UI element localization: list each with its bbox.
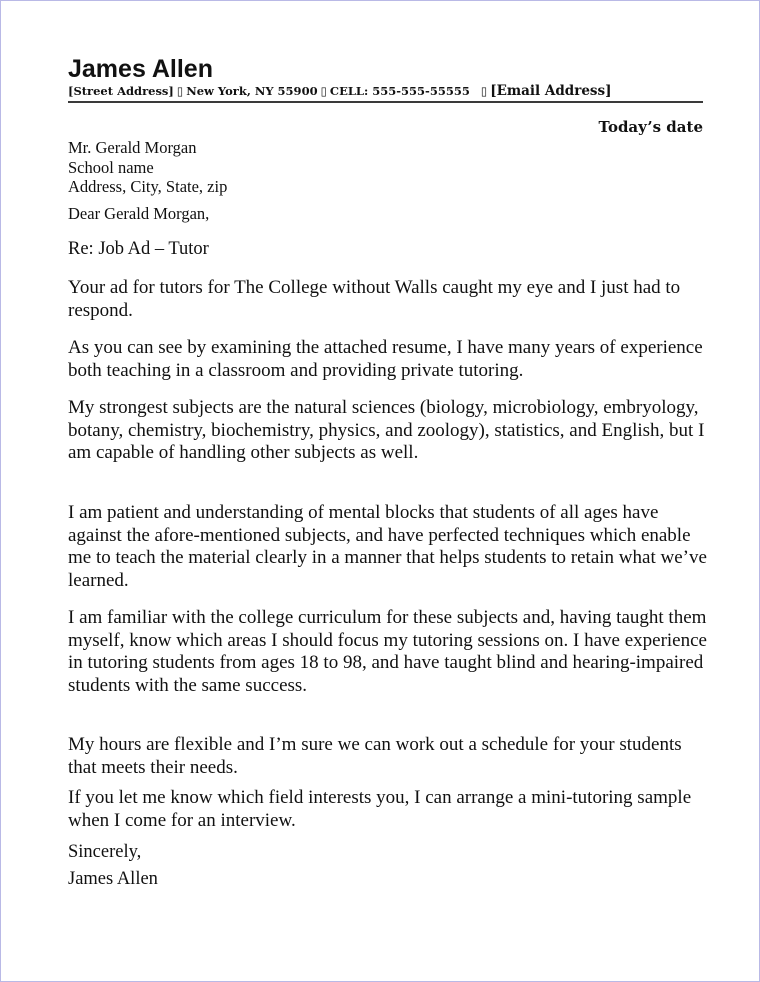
paragraph: If you let me know which field interests you, I can arrange a mini-tutoring sample when I come for an interview. — [68, 787, 692, 831]
separator-icon: ▯ — [320, 84, 327, 98]
letter-date: Today’s date — [598, 118, 703, 136]
recipient-name: Mr. Gerald Morgan — [68, 138, 197, 157]
street-address: [Street Address] — [68, 84, 174, 98]
paragraph: My hours are flexible and I’m sure we can work out a schedule for your students that meets their needs. — [68, 734, 682, 778]
recipient-street: Address, City, State, zip — [68, 177, 228, 196]
signature: James Allen — [68, 869, 158, 889]
separator-icon: ▯ — [480, 84, 488, 98]
header-divider — [68, 101, 703, 103]
separator-icon: ▯ — [176, 84, 184, 98]
recipient-address — [68, 138, 708, 197]
salutation: Dear Gerald Morgan, — [68, 204, 210, 223]
email-address: [Email Address] — [490, 83, 612, 99]
paragraph: I am familiar with the college curriculum for these subjects and, having taught them myself, know which areas I should focus my tutoring sessions on. I have experience in tutoring students from ages 18 to 98, and have taught blind and hearing-impaired students with the same success. — [68, 607, 707, 696]
city-state: New York, NY 55900 — [186, 84, 318, 98]
closing: Sincerely, — [68, 842, 142, 862]
contact-line — [68, 83, 612, 99]
paragraph: I am patient and understanding of mental blocks that students of all ages have against the afore-mentioned subjects, and have perfected techniques which enable me to teach the material clearly in a manner that helps students to retain what we’ve learned. — [68, 502, 707, 591]
subject-line: Re: Job Ad – Tutor — [68, 239, 209, 259]
paragraph: My strongest subjects are the natural sciences (biology, microbiology, embryology, botany, chemistry, biochemistry, physics, and zoology), statistics, and English, but I am capable of handling other subjects as well. — [68, 397, 705, 463]
sender-name: James Allen — [68, 55, 213, 83]
paragraph: As you can see by examining the attached resume, I have many years of experience both teaching in a classroom and providing private tutoring. — [68, 337, 703, 381]
cell-phone: CELL: 555-555-55555 — [329, 84, 470, 98]
paragraph: Your ad for tutors for The College without Walls caught my eye and I just had to respond. — [68, 277, 681, 321]
recipient-school: School name — [68, 157, 154, 177]
